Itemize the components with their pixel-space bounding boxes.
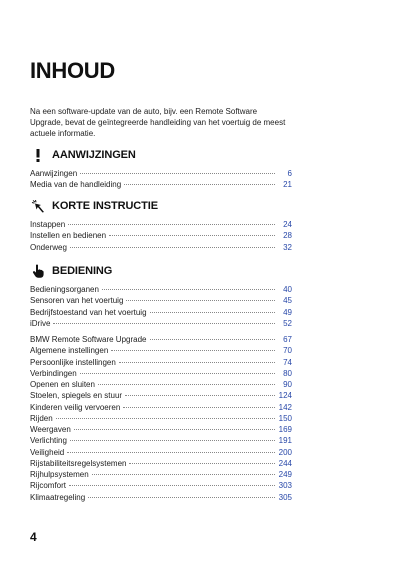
toc-page-link[interactable]: 249 [278,470,292,479]
toc-entry-label: Aanwijzingen [30,169,78,178]
toc-page-link[interactable]: 52 [283,318,292,328]
toc-entry[interactable] [30,480,292,491]
toc-entry-label: Openen en sluiten [30,380,95,389]
toc-section-bediening [30,262,292,503]
toc-page-link[interactable]: 80 [283,368,292,378]
toc-entry[interactable] [30,318,292,329]
toc-page-link[interactable]: 21 [283,180,292,190]
toc-page-link[interactable]: 28 [283,231,292,241]
toc-entry[interactable] [30,492,292,503]
section-header [30,262,292,280]
dot-leader [70,440,275,441]
toc-entry[interactable] [30,307,292,318]
toc-entry-label: Rijhulpsystemen [30,470,89,479]
toc-section-korte-instructie [30,197,292,253]
dot-leader [98,384,275,385]
dot-leader [70,247,275,248]
dot-leader [126,300,275,301]
dot-leader [124,184,275,185]
toc-entry-label: Rijstabiliteitsregelsystemen [30,458,127,468]
toc-entry[interactable] [30,357,292,368]
toc-page-link[interactable]: 67 [283,335,292,344]
toc-entry[interactable] [30,435,292,446]
dot-leader [88,497,275,498]
toc-page-link[interactable]: 49 [283,307,292,317]
dot-leader [150,339,276,340]
toc-entry[interactable] [30,402,292,413]
toc-page-link[interactable]: 124 [278,391,292,401]
toc-entry[interactable] [30,295,292,306]
dot-leader [74,429,275,430]
toc-page-link[interactable]: 303 [278,481,292,491]
toc-page-link[interactable]: 70 [283,346,292,356]
toc-page-link[interactable]: 191 [278,436,292,446]
toc-page-link[interactable]: 150 [278,413,292,423]
section-title: KORTE INSTRUCTIE [52,200,158,212]
section-header [30,197,292,215]
toc-page-link[interactable]: 200 [278,447,292,457]
toc-entry-label: Kinderen veilig vervoeren [30,402,121,412]
toc-entry-label: Verbindingen [30,368,77,378]
dot-leader [125,395,275,396]
section-header [30,146,292,164]
toc-page-link[interactable]: 90 [283,380,292,389]
pointer-click-icon [30,199,46,213]
dot-leader [92,474,275,475]
toc-entry-label: Klimaatregeling [30,492,86,502]
dot-leader [150,312,275,313]
toc-entry-label: Bedieningsorganen [30,285,99,294]
dot-leader [56,418,275,419]
toc-entry-label: Instellen en bedienen [30,231,107,241]
page-title: INHOUD [30,58,115,83]
toc-page-link[interactable]: 169 [278,425,292,434]
toc-page-link[interactable]: 74 [283,357,292,367]
toc-entry[interactable] [30,345,292,356]
toc-page-link[interactable]: 6 [287,169,292,178]
toc-entry[interactable] [30,368,292,379]
dot-leader [102,289,275,290]
dot-leader [109,235,275,236]
toc-entry[interactable] [30,379,292,390]
toc-entry-label: Stoelen, spiegels en stuur [30,391,123,401]
dot-leader [123,407,275,408]
toc-entry[interactable] [30,390,292,401]
intro-text: Na een software-update van de auto, bijv. een Remote Software Upgrade, bevat de geïntegreerde handleiding van het voertuig de meest actuele informatie. [30,107,286,138]
toc-entry-label: Instappen [30,220,66,229]
dot-leader [53,323,275,324]
toc-entry[interactable] [30,424,292,435]
toc-page-link[interactable]: 32 [283,242,292,252]
dot-leader [80,373,275,374]
section-title: AANWIJZINGEN [52,149,136,161]
toc-page-link[interactable]: 40 [283,285,292,294]
toc-entry[interactable] [30,242,292,253]
toc-page-link[interactable]: 244 [278,458,292,468]
toc-page-link[interactable]: 142 [278,402,292,412]
toc-entry-label: Veiligheid [30,447,65,457]
toc-entry[interactable] [30,334,292,345]
toc-entry-label: Persoonlijke instellingen [30,357,116,367]
toc-entry-label: Media van de handleiding [30,180,122,190]
toc-entry-label: iDrive [30,318,51,328]
toc-page-link[interactable]: 24 [283,220,292,229]
toc-entry-label: Weergaven [30,425,71,434]
toc-page-link[interactable]: 45 [283,296,292,306]
page-number: 4 [30,530,37,544]
dot-leader [129,463,275,464]
toc-entry[interactable] [30,168,292,179]
toc-entry[interactable] [30,413,292,424]
toc-entry[interactable] [30,284,292,295]
toc-entry-label: BMW Remote Software Upgrade [30,335,147,344]
dot-leader [119,362,275,363]
toc-entry-label: Algemene instellingen [30,346,109,356]
toc-entry-label: Rijcomfort [30,481,67,491]
toc-entry-label: Verlichting [30,436,67,446]
dot-leader [69,485,275,486]
toc-entry[interactable] [30,179,292,190]
toc-section-aanwijzingen [30,146,292,191]
toc-entry-label: Bedrijfstoestand van het voertuig [30,307,147,317]
toc-entry-label: Onderweg [30,242,67,252]
dot-leader [67,452,275,453]
toc-entry[interactable] [30,230,292,241]
toc-entry[interactable] [30,469,292,480]
toc-entry-label: Rijden [30,413,53,423]
dot-leader [68,224,275,225]
dot-leader [111,350,275,351]
exclamation-icon [30,148,46,162]
toc-entry[interactable] [30,447,292,458]
toc-entry-label: Sensoren van het voertuig [30,296,124,306]
section-title: BEDIENING [52,265,113,277]
toc-entry[interactable] [30,458,292,469]
toc-page-link[interactable]: 305 [278,492,292,502]
toc-entry[interactable] [30,219,292,230]
dot-leader [80,173,275,174]
hand-touch-icon [30,264,46,278]
